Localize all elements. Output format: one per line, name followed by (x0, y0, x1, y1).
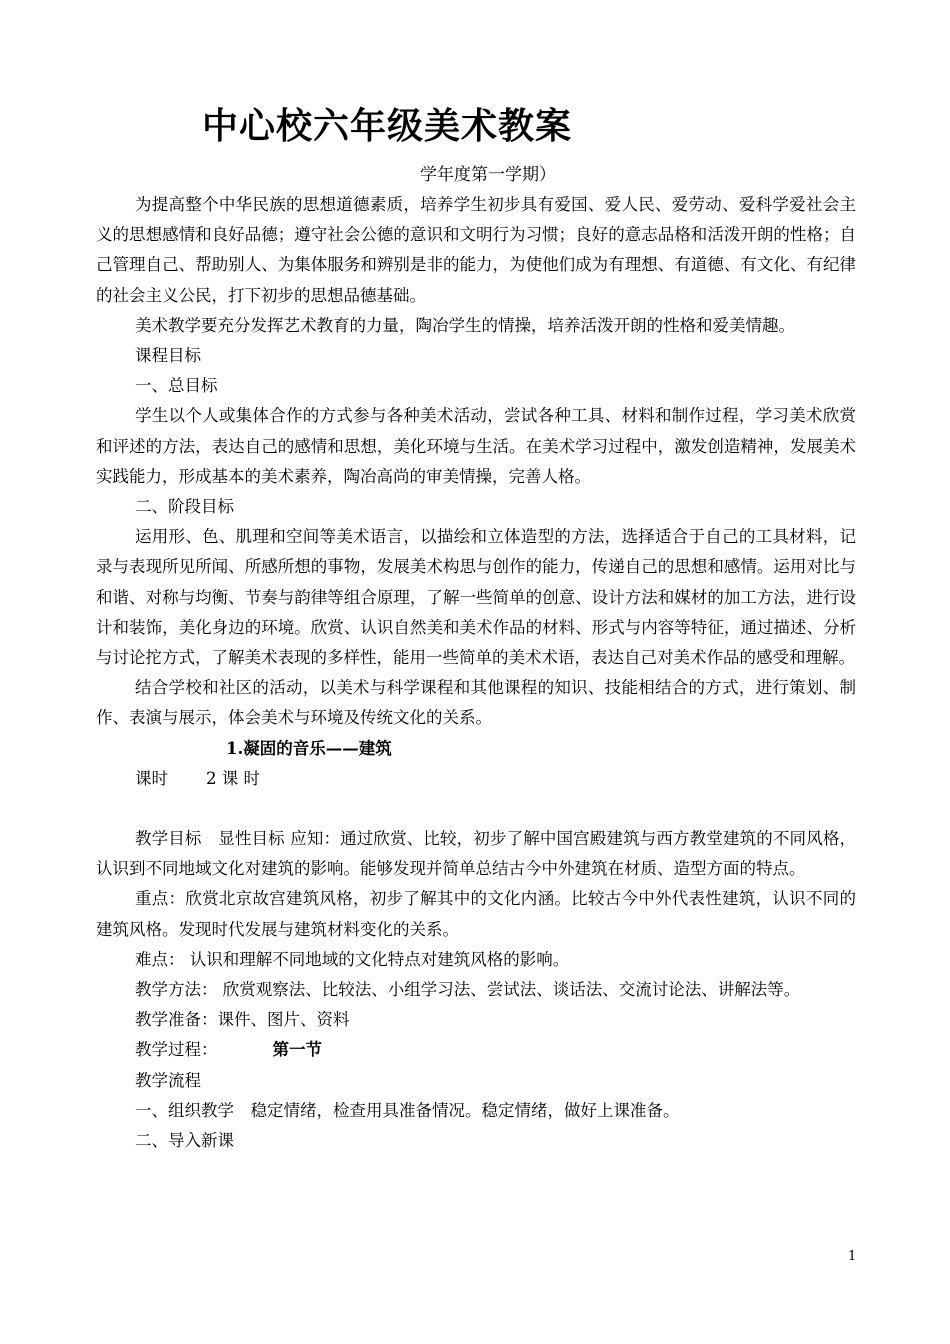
section-one-label: 第一节 (272, 1040, 322, 1060)
teaching-flow-heading: 教学流程 (135, 1070, 201, 1090)
teaching-process (96, 1035, 856, 1065)
process-label: 教学过程： (135, 1040, 218, 1060)
teaching-objectives: 教学目标 显性目标 应知：通过欣赏、比较，初步了解中国宫殿建筑与西方教堂建筑的不同风格，认识到不同地域文化对建筑的影响。能够发现并简单总结古今中外建筑在材质、造型方面的特点。 (96, 829, 856, 879)
blank-line (96, 794, 856, 824)
stage-goal-heading: 二、阶段目标 (135, 497, 234, 517)
document-subtitle: 学年度第一学期） (420, 165, 556, 185)
document-title: 中心校六年级美术教案 (202, 105, 573, 147)
intro-paragraph: 为提高整个中华民族的思想道德素质，培养学生初步具有爱国、爱人民、爱劳动、爱科学爱社会主义的思想感情和良好品德；遵守社会公德的意识和文明行为习惯；良好的意志品格和活泼开朗的性格；自己管理自己、帮助别人、为集体服务和辨别是非的能力，为使他们成为有理想、有道德、有文化、有纪律的社会主义公民，打下初步的思想品德基础。 (96, 195, 856, 305)
period-label: 课时 (135, 768, 168, 788)
teaching-methods: 教学方法： 欣赏观察法、比较法、小组学习法、尝试法、谈话法、交流讨论法、讲解法等。 (135, 980, 801, 1000)
lesson-title: 1.凝固的音乐——建筑 (226, 738, 392, 758)
integration-paragraph: 结合学校和社区的活动，以美术与科学课程和其他课程的知识、技能相结合的方式，进行策划、制作、表演与展示，体会美术与环境及传统文化的关系。 (96, 678, 856, 728)
step-introduce: 二、导入新课 (135, 1131, 234, 1151)
course-goals-heading: 课程目标 (135, 346, 201, 366)
page-number: 1 (848, 1249, 857, 1264)
lesson-period (96, 764, 856, 794)
period-value: 2 课 时 (206, 768, 260, 788)
overall-goal-paragraph: 学生以个人或集体合作的方式参与各种美术活动，尝试各种工具、材料和制作过程，学习美术欣赏和评述的方法，表达自己的感情和思想，美化环境与生活。在美术学习过程中，激发创造精神，发展美术实践能力，形成基本的美术素养，陶冶高尚的审美情操，完善人格。 (96, 406, 856, 486)
key-points: 重点：欣赏北京故宫建筑风格，初步了解其中的文化内涵。比较古今中外代表性建筑，认识不同的建筑风格。发现时代发展与建筑材料变化的关系。 (96, 889, 856, 939)
art-teaching-paragraph: 美术教学要充分发挥艺术教育的力量，陶冶学生的情操，培养活泼开朗的性格和爱美情趣。 (135, 315, 795, 335)
stage-goal-paragraph: 运用形、色、肌理和空间等美术语言，以描绘和立体造型的方法，选择适合于自己的工具材料，记录与表现所见所闻、所感所想的事物，发展美术构思与创作的能力，传递自己的思想和感情。运用对比与和谐、对称与均衡、节奏与韵律等组合原理，了解一些简单的创意、设计方法和媒材的加工方法，进行设计和装饰，美化身边的环境。欣赏、认识自然美和美术作品的材料、形式与内容等特征，通过描述、分析与讨论拕方式，了解美术表现的多样性，能用一些简单的美术术语，表达自己对美术作品的感受和理解。 (96, 527, 856, 668)
document-body (96, 190, 856, 1156)
teaching-preparation: 教学准备：课件、图片、资料 (135, 1010, 350, 1030)
difficulties: 难点： 认识和理解不同地域的文化特点对建筑风格的影响。 (135, 949, 570, 969)
overall-goal-heading: 一、总目标 (135, 376, 218, 396)
step-organize: 一、组织教学 稳定情绪，检查用具准备情况。稳定情绪，做好上课准备。 (135, 1100, 680, 1120)
